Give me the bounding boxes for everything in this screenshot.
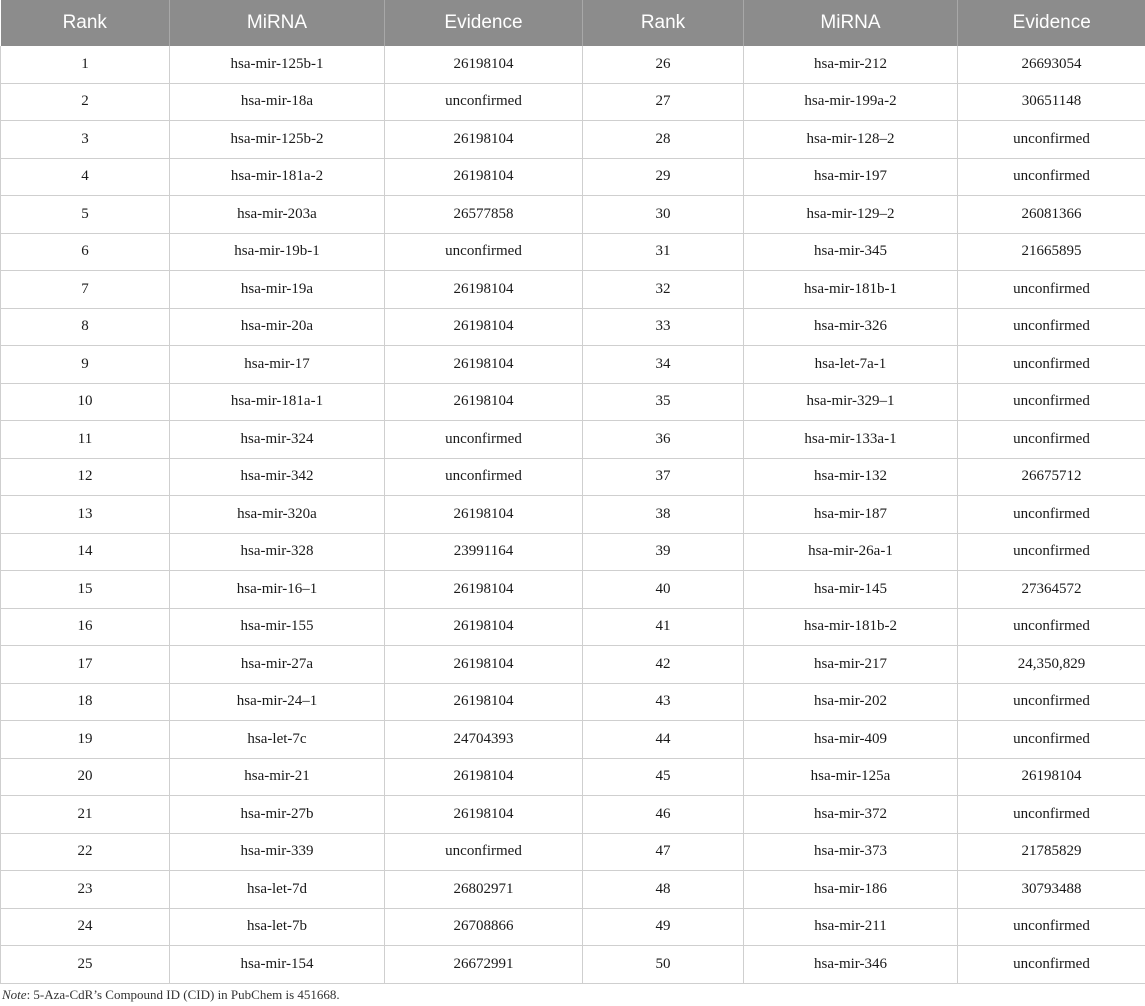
cell-rank: 41 xyxy=(583,608,744,646)
table-row xyxy=(1,421,1145,459)
table-row xyxy=(1,833,1145,871)
cell-rank: 3 xyxy=(1,121,170,159)
cell-evidence: unconfirmed xyxy=(958,946,1145,984)
cell-mirna: hsa-let-7b xyxy=(170,908,385,946)
cell-evidence: unconfirmed xyxy=(958,533,1145,571)
cell-evidence: unconfirmed xyxy=(958,421,1145,459)
cell-mirna: hsa-mir-18a xyxy=(170,83,385,121)
cell-evidence: 26198104 xyxy=(385,683,583,721)
cell-rank: 9 xyxy=(1,346,170,384)
cell-evidence: unconfirmed xyxy=(958,383,1145,421)
cell-evidence: 21785829 xyxy=(958,833,1145,871)
cell-mirna: hsa-mir-202 xyxy=(744,683,958,721)
cell-evidence: 26198104 xyxy=(385,496,583,534)
cell-mirna: hsa-mir-211 xyxy=(744,908,958,946)
header-mirna-left: MiRNA xyxy=(170,0,385,46)
cell-evidence: unconfirmed xyxy=(958,346,1145,384)
cell-evidence: 26693054 xyxy=(958,46,1145,83)
cell-evidence: unconfirmed xyxy=(958,308,1145,346)
cell-rank: 34 xyxy=(583,346,744,384)
table-row xyxy=(1,233,1145,271)
cell-evidence: unconfirmed xyxy=(385,458,583,496)
table-row xyxy=(1,458,1145,496)
cell-mirna: hsa-mir-155 xyxy=(170,608,385,646)
cell-mirna: hsa-mir-329–1 xyxy=(744,383,958,421)
cell-evidence: 24,350,829 xyxy=(958,646,1145,684)
cell-rank: 13 xyxy=(1,496,170,534)
cell-rank: 21 xyxy=(1,796,170,834)
cell-evidence: 21665895 xyxy=(958,233,1145,271)
cell-mirna: hsa-let-7c xyxy=(170,721,385,759)
cell-mirna: hsa-mir-203a xyxy=(170,196,385,234)
cell-mirna: hsa-mir-326 xyxy=(744,308,958,346)
cell-rank: 45 xyxy=(583,758,744,796)
table-row xyxy=(1,196,1145,234)
table-row xyxy=(1,908,1145,946)
cell-evidence: unconfirmed xyxy=(958,608,1145,646)
cell-mirna: hsa-mir-409 xyxy=(744,721,958,759)
cell-evidence: 30651148 xyxy=(958,83,1145,121)
cell-rank: 38 xyxy=(583,496,744,534)
cell-mirna: hsa-mir-187 xyxy=(744,496,958,534)
cell-mirna: hsa-mir-181b-2 xyxy=(744,608,958,646)
cell-rank: 19 xyxy=(1,721,170,759)
cell-mirna: hsa-mir-145 xyxy=(744,571,958,609)
cell-mirna: hsa-mir-320a xyxy=(170,496,385,534)
cell-rank: 7 xyxy=(1,271,170,309)
cell-evidence: 26198104 xyxy=(385,158,583,196)
cell-mirna: hsa-mir-26a-1 xyxy=(744,533,958,571)
cell-mirna: hsa-mir-339 xyxy=(170,833,385,871)
cell-evidence: 26198104 xyxy=(385,271,583,309)
cell-mirna: hsa-mir-125a xyxy=(744,758,958,796)
cell-evidence: 24704393 xyxy=(385,721,583,759)
cell-rank: 31 xyxy=(583,233,744,271)
table-row xyxy=(1,571,1145,609)
cell-rank: 2 xyxy=(1,83,170,121)
cell-evidence: 26198104 xyxy=(385,46,583,83)
cell-mirna: hsa-let-7d xyxy=(170,871,385,909)
cell-rank: 25 xyxy=(1,946,170,984)
cell-rank: 4 xyxy=(1,158,170,196)
note-label: Note xyxy=(2,987,27,1002)
cell-rank: 43 xyxy=(583,683,744,721)
table-row xyxy=(1,158,1145,196)
cell-evidence: 26198104 xyxy=(385,571,583,609)
cell-evidence: 26081366 xyxy=(958,196,1145,234)
cell-mirna: hsa-mir-346 xyxy=(744,946,958,984)
cell-evidence: 26198104 xyxy=(385,121,583,159)
cell-mirna: hsa-mir-17 xyxy=(170,346,385,384)
cell-evidence: unconfirmed xyxy=(958,271,1145,309)
cell-mirna: hsa-mir-133a-1 xyxy=(744,421,958,459)
cell-mirna: hsa-mir-345 xyxy=(744,233,958,271)
cell-rank: 37 xyxy=(583,458,744,496)
cell-evidence: 23991164 xyxy=(385,533,583,571)
cell-mirna: hsa-mir-199a-2 xyxy=(744,83,958,121)
cell-evidence: unconfirmed xyxy=(958,496,1145,534)
cell-evidence: unconfirmed xyxy=(958,683,1145,721)
cell-evidence: 26198104 xyxy=(385,796,583,834)
cell-rank: 8 xyxy=(1,308,170,346)
table-row xyxy=(1,271,1145,309)
cell-evidence: 26802971 xyxy=(385,871,583,909)
cell-rank: 46 xyxy=(583,796,744,834)
table-row xyxy=(1,83,1145,121)
cell-mirna: hsa-mir-21 xyxy=(170,758,385,796)
cell-rank: 27 xyxy=(583,83,744,121)
cell-mirna: hsa-mir-27a xyxy=(170,646,385,684)
cell-evidence: unconfirmed xyxy=(385,421,583,459)
cell-mirna: hsa-mir-128–2 xyxy=(744,121,958,159)
cell-evidence: unconfirmed xyxy=(958,796,1145,834)
cell-mirna: hsa-mir-328 xyxy=(170,533,385,571)
table-row xyxy=(1,646,1145,684)
cell-rank: 28 xyxy=(583,121,744,159)
cell-evidence: 26708866 xyxy=(385,908,583,946)
cell-mirna: hsa-mir-181a-2 xyxy=(170,158,385,196)
table-row xyxy=(1,608,1145,646)
cell-mirna: hsa-mir-373 xyxy=(744,833,958,871)
table-row xyxy=(1,46,1145,83)
cell-rank: 14 xyxy=(1,533,170,571)
header-rank-left: Rank xyxy=(1,0,170,46)
cell-mirna: hsa-mir-24–1 xyxy=(170,683,385,721)
cell-rank: 49 xyxy=(583,908,744,946)
cell-rank: 22 xyxy=(1,833,170,871)
cell-evidence: 26672991 xyxy=(385,946,583,984)
cell-mirna: hsa-mir-19b-1 xyxy=(170,233,385,271)
table-body xyxy=(1,46,1145,983)
cell-rank: 10 xyxy=(1,383,170,421)
table-row xyxy=(1,796,1145,834)
cell-evidence: unconfirmed xyxy=(385,233,583,271)
cell-evidence: 26675712 xyxy=(958,458,1145,496)
cell-rank: 18 xyxy=(1,683,170,721)
cell-evidence: 26198104 xyxy=(385,758,583,796)
cell-rank: 42 xyxy=(583,646,744,684)
cell-rank: 23 xyxy=(1,871,170,909)
header-evidence-right: Evidence xyxy=(958,0,1145,46)
cell-rank: 47 xyxy=(583,833,744,871)
table-row xyxy=(1,946,1145,984)
cell-mirna: hsa-mir-181b-1 xyxy=(744,271,958,309)
cell-rank: 11 xyxy=(1,421,170,459)
table-row xyxy=(1,533,1145,571)
cell-rank: 30 xyxy=(583,196,744,234)
table-header xyxy=(1,0,1145,46)
cell-evidence: unconfirmed xyxy=(958,121,1145,159)
cell-evidence: unconfirmed xyxy=(385,83,583,121)
table-row xyxy=(1,721,1145,759)
cell-rank: 17 xyxy=(1,646,170,684)
cell-evidence: 26198104 xyxy=(385,308,583,346)
cell-mirna: hsa-mir-27b xyxy=(170,796,385,834)
cell-rank: 40 xyxy=(583,571,744,609)
table-row xyxy=(1,496,1145,534)
cell-rank: 44 xyxy=(583,721,744,759)
table-row xyxy=(1,383,1145,421)
cell-rank: 33 xyxy=(583,308,744,346)
header-rank-right: Rank xyxy=(583,0,744,46)
cell-evidence: unconfirmed xyxy=(958,158,1145,196)
cell-evidence: 26198104 xyxy=(385,608,583,646)
note-text: : 5-Aza-CdR’s Compound ID (CID) in PubChem is 451668. xyxy=(26,987,340,1002)
cell-mirna: hsa-mir-181a-1 xyxy=(170,383,385,421)
cell-rank: 36 xyxy=(583,421,744,459)
cell-mirna: hsa-mir-20a xyxy=(170,308,385,346)
cell-rank: 48 xyxy=(583,871,744,909)
cell-rank: 20 xyxy=(1,758,170,796)
table-row xyxy=(1,346,1145,384)
cell-mirna: hsa-mir-372 xyxy=(744,796,958,834)
table-note xyxy=(2,987,340,1003)
cell-evidence: 26198104 xyxy=(385,383,583,421)
cell-mirna: hsa-mir-129–2 xyxy=(744,196,958,234)
cell-mirna: hsa-mir-197 xyxy=(744,158,958,196)
cell-evidence: unconfirmed xyxy=(385,833,583,871)
cell-evidence: 26577858 xyxy=(385,196,583,234)
cell-mirna: hsa-let-7a-1 xyxy=(744,346,958,384)
cell-rank: 32 xyxy=(583,271,744,309)
cell-mirna: hsa-mir-154 xyxy=(170,946,385,984)
header-mirna-right: MiRNA xyxy=(744,0,958,46)
table-row xyxy=(1,758,1145,796)
cell-rank: 29 xyxy=(583,158,744,196)
cell-mirna: hsa-mir-217 xyxy=(744,646,958,684)
cell-mirna: hsa-mir-125b-2 xyxy=(170,121,385,159)
cell-evidence: 27364572 xyxy=(958,571,1145,609)
table-row xyxy=(1,121,1145,159)
cell-rank: 1 xyxy=(1,46,170,83)
header-row xyxy=(1,0,1145,46)
cell-rank: 16 xyxy=(1,608,170,646)
cell-evidence: 26198104 xyxy=(958,758,1145,796)
cell-mirna: hsa-mir-212 xyxy=(744,46,958,83)
cell-rank: 50 xyxy=(583,946,744,984)
cell-mirna: hsa-mir-19a xyxy=(170,271,385,309)
cell-mirna: hsa-mir-324 xyxy=(170,421,385,459)
table-row xyxy=(1,871,1145,909)
cell-rank: 6 xyxy=(1,233,170,271)
cell-rank: 39 xyxy=(583,533,744,571)
cell-evidence: 30793488 xyxy=(958,871,1145,909)
cell-evidence: unconfirmed xyxy=(958,721,1145,759)
cell-rank: 26 xyxy=(583,46,744,83)
cell-rank: 15 xyxy=(1,571,170,609)
cell-rank: 12 xyxy=(1,458,170,496)
cell-mirna: hsa-mir-132 xyxy=(744,458,958,496)
table-row xyxy=(1,683,1145,721)
cell-rank: 35 xyxy=(583,383,744,421)
header-evidence-left: Evidence xyxy=(385,0,583,46)
cell-mirna: hsa-mir-16–1 xyxy=(170,571,385,609)
cell-rank: 24 xyxy=(1,908,170,946)
cell-mirna: hsa-mir-186 xyxy=(744,871,958,909)
cell-evidence: 26198104 xyxy=(385,346,583,384)
cell-mirna: hsa-mir-342 xyxy=(170,458,385,496)
cell-rank: 5 xyxy=(1,196,170,234)
cell-evidence: unconfirmed xyxy=(958,908,1145,946)
cell-evidence: 26198104 xyxy=(385,646,583,684)
cell-mirna: hsa-mir-125b-1 xyxy=(170,46,385,83)
table-row xyxy=(1,308,1145,346)
